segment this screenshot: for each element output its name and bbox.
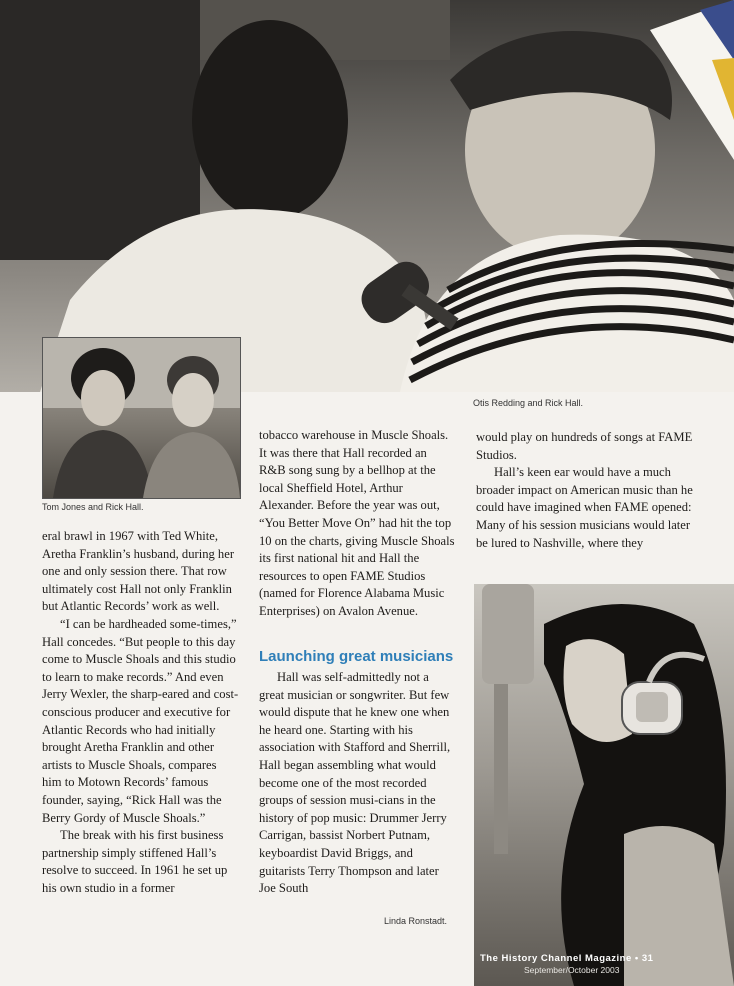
text-column-2b	[259, 669, 455, 898]
col3-paragraph-1: would play on hundreds of songs at FAME Studios.	[476, 430, 693, 462]
caption-linda-ronstadt: Linda Ronstadt.	[384, 916, 448, 926]
photo-tom-jones-rick-hall	[42, 337, 241, 499]
col2-paragraph-1: tobacco warehouse in Muscle Shoals. It was there that Hall recorded an R&B song sung by a bellhop at the local Sheffield Hotel, Arthur Alexander. Before the year was out, “You Better Move On” had hit the top 10 on the charts, giving Muscle Shoals its first national hit and Hall the resources to open FAME Studios (named for Florence Alabama Music Enterprises) on Avalon Avenue.	[259, 428, 455, 618]
text-column-2	[259, 427, 455, 621]
photo-otis-redding-rick-hall	[0, 0, 734, 392]
photo-illustration	[0, 0, 734, 392]
col1-paragraph-3: The break with his first business partnership simply stiffened Hall’s resolve to succeed. In 1961 he set up his own studio in a former	[42, 828, 228, 895]
folio-date: September/October 2003	[524, 965, 620, 975]
text-column-1	[42, 528, 239, 897]
section-heading: Launching great musicians	[259, 648, 454, 665]
caption-otis-redding: Otis Redding and Rick Hall.	[473, 398, 584, 408]
text-column-3	[476, 429, 696, 552]
col1-paragraph-1: eral brawl in 1967 with Ted White, Aretha Franklin’s husband, during her one and only session there. That row ultimately cost Hall not only Franklin but Atlantic Records’ work as well.	[42, 529, 235, 614]
col2-paragraph-2: Hall was self-admittedly not a great musician or songwriter. But few would dispute that he knew one when he heard one. Starting with his association with Stafford and Sherrill, Hall began assembling what would become one of the most recorded groups of session musi-cians in the history of pop music: Drummer Jerry Carrigan, bassist Norbert Putnam, keyboardist David Briggs, and guitarists Terry Thompson and later Joe South	[259, 670, 451, 896]
photo-linda-ronstadt	[474, 584, 734, 986]
col3-paragraph-2: Hall’s keen ear would have a much broader impact on American music than he could have imagined when FAME opened: Many of his session musicians would later be lured to Nashville, where they	[476, 465, 693, 550]
col1-paragraph-2: “I can be hardheaded some-times,” Hall concedes. “But people to this day come to Muscle Shoals and this studio to learn to make records.” And even Jerry Wexler, the sharp-eared and cost-conscious producer and executive for Atlantic Records who had initially brought Aretha Franklin and other artists to Muscle Shoals, compares him to Motown Records’ famous founder, saying, “Rick Hall was the Berry Gordy of Muscle Shoals.”	[42, 616, 239, 825]
folio-magazine: The History Channel Magazine • 31	[480, 953, 654, 964]
inset-illustration	[43, 338, 240, 498]
linda-illustration	[474, 584, 734, 986]
caption-tom-jones: Tom Jones and Rick Hall.	[42, 502, 144, 512]
